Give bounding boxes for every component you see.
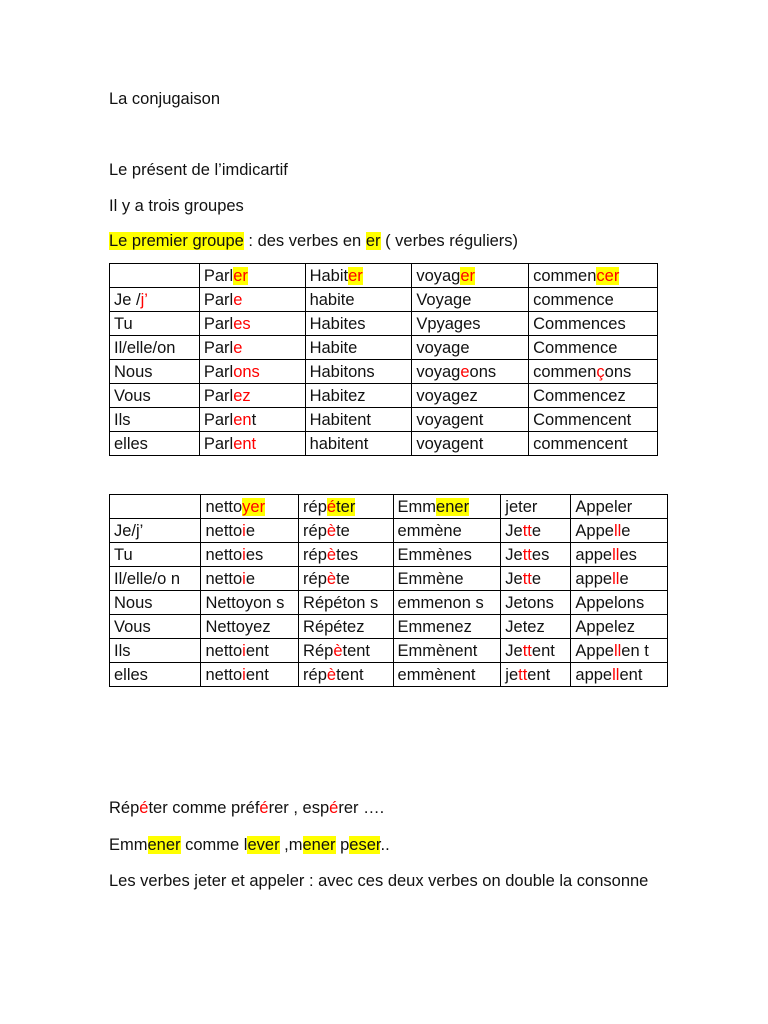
conjugation-cell: [529, 336, 658, 360]
conjugation-cell: [299, 615, 394, 639]
conjugation-cell: [199, 408, 305, 432]
conjugation-cell: [199, 288, 305, 312]
conjugation-cell: [571, 591, 668, 615]
text-segment: Appeler: [575, 498, 633, 516]
rule-jeter-appeler: Les verbes jeter et appeler : avec ces deux verbes on double la consonne: [109, 872, 649, 890]
table-row: [110, 432, 658, 456]
pronoun-cell: [110, 360, 200, 384]
conjugation-cell: [305, 432, 412, 456]
conjugation-cell: [412, 408, 529, 432]
text-segment: tt: [522, 546, 532, 564]
conjugation-cell: [412, 288, 529, 312]
text-segment: Parl: [203, 411, 234, 429]
text-segment: ez: [233, 387, 251, 405]
text-segment: netto: [205, 666, 243, 684]
table-row: [110, 567, 668, 591]
text-segment: Habitent: [309, 411, 372, 429]
conjugation-cell: [393, 663, 501, 687]
pronoun-cell: [110, 567, 201, 591]
pronoun-cell: [110, 336, 200, 360]
text-segment: Tu: [114, 315, 133, 333]
conjugation-cell: [529, 432, 658, 456]
conjugation-table-2: [109, 494, 668, 687]
text-segment: Commences: [533, 315, 626, 333]
text-segment: rép: [303, 522, 327, 540]
text-segment: Appe: [575, 522, 614, 540]
text-segment: en t: [621, 642, 649, 660]
conjugation-cell: [412, 336, 529, 360]
text-segment: rép: [303, 498, 327, 516]
conjugation-cell: [305, 408, 412, 432]
conjugation-cell: [529, 360, 658, 384]
conjugation-cell: [199, 432, 305, 456]
text-segment: Nettoyez: [205, 618, 271, 636]
text-segment: netto: [205, 570, 243, 588]
text-segment: er: [348, 267, 363, 285]
conjugation-cell: [305, 312, 412, 336]
text-segment: e: [245, 570, 256, 588]
text-segment: te: [336, 570, 350, 588]
text-segment: Vous: [114, 387, 151, 405]
text-segment: emmènent: [397, 666, 476, 684]
text-segment: è: [326, 522, 337, 540]
text-segment: ent: [531, 642, 555, 660]
text-segment: netto: [205, 498, 243, 516]
text-segment: netto: [205, 642, 243, 660]
text-segment: ons: [604, 363, 632, 381]
conjugation-cell: [299, 567, 394, 591]
conjugation-cell: [199, 360, 305, 384]
text-segment: Voyage: [416, 291, 472, 309]
conjugation-cell: [199, 312, 305, 336]
conjugation-cell: [305, 384, 412, 408]
text-segment: rép: [303, 570, 327, 588]
text-segment: é: [139, 799, 149, 817]
verb-header-cell: [393, 495, 501, 519]
text-segment: appe: [575, 666, 613, 684]
text-segment: ll: [612, 666, 620, 684]
pronoun-cell: [110, 495, 201, 519]
conjugation-cell: [201, 591, 299, 615]
conjugation-cell: [501, 567, 571, 591]
conjugation-cell: [299, 663, 394, 687]
text-segment: commence: [533, 291, 614, 309]
text-segment: voyagez: [416, 387, 478, 405]
conjugation-cell: [201, 663, 299, 687]
text-segment: é: [329, 799, 339, 817]
verb-header-cell: [571, 495, 668, 519]
text-segment: Appelons: [575, 594, 645, 612]
text-segment: Commencez: [533, 387, 626, 405]
text-segment: Répéton s: [303, 594, 379, 612]
conjugation-cell: [393, 639, 501, 663]
table-row: [110, 408, 658, 432]
text-segment: Tu: [114, 546, 133, 564]
verb-header-cell: [412, 264, 529, 288]
text-segment: i: [242, 642, 246, 660]
text-segment: ons: [233, 363, 260, 381]
text-segment: es: [619, 546, 637, 564]
conjugation-cell: [305, 288, 412, 312]
text-segment: ent: [527, 666, 551, 684]
text-segment: Vpyages: [416, 315, 481, 333]
text-segment: er: [233, 267, 248, 285]
text-segment: Rép: [303, 642, 334, 660]
text-segment: i: [242, 546, 246, 564]
conjugation-cell: [305, 336, 412, 360]
text-segment: commen: [533, 363, 597, 381]
text-segment: tt: [522, 642, 532, 660]
text-segment: Nous: [114, 594, 153, 612]
pronoun-cell: [110, 615, 201, 639]
text-segment: ent: [245, 642, 269, 660]
text-segment: rép: [303, 666, 327, 684]
text-segment: en: [233, 411, 252, 429]
text-segment: e: [531, 522, 542, 540]
verb-header-cell: [201, 495, 299, 519]
conjugation-cell: [201, 543, 299, 567]
text-segment: yer: [242, 498, 266, 516]
text-segment: Parl: [203, 339, 234, 357]
conjugation-cell: [571, 519, 668, 543]
page-title: La conjugaison: [109, 90, 221, 108]
text-segment: voyag: [416, 267, 461, 285]
premier-groupe-highlight: Le premier groupe: [109, 232, 244, 250]
text-segment: ter: [336, 498, 356, 516]
text-segment: Il/elle/o n: [114, 570, 181, 588]
text-segment: Ils: [114, 642, 131, 660]
text-segment: e: [531, 570, 542, 588]
text-segment: Je /: [114, 291, 141, 309]
text-segment: emmène: [397, 522, 462, 540]
text-segment: habite: [309, 291, 355, 309]
text-segment: netto: [205, 522, 243, 540]
text-segment: elles: [114, 435, 148, 453]
conjugation-cell: [201, 639, 299, 663]
premier-text-2: ( verbes réguliers): [380, 232, 519, 250]
pronoun-cell: [110, 288, 200, 312]
conjugation-cell: [571, 663, 668, 687]
conjugation-cell: [529, 384, 658, 408]
text-segment: Emm: [109, 836, 148, 854]
text-segment: ll: [612, 570, 620, 588]
text-segment: ener: [436, 498, 470, 516]
text-segment: appe: [575, 546, 613, 564]
text-segment: é: [326, 498, 337, 516]
pronoun-cell: [110, 312, 200, 336]
text-segment: ç: [596, 363, 605, 381]
conjugation-cell: [501, 663, 571, 687]
text-segment: e: [619, 570, 629, 588]
conjugation-cell: [501, 615, 571, 639]
text-segment: Je: [505, 522, 523, 540]
text-segment: t: [251, 411, 257, 429]
pronoun-cell: [110, 408, 200, 432]
text-segment: netto: [205, 546, 243, 564]
text-segment: e: [621, 522, 631, 540]
conjugation-cell: [299, 591, 394, 615]
text-segment: appe: [575, 570, 613, 588]
conjugation-cell: [393, 519, 501, 543]
text-segment: Ils: [114, 411, 131, 429]
text-segment: ll: [613, 522, 622, 540]
text-segment: e: [233, 291, 243, 309]
conjugation-cell: [305, 360, 412, 384]
conjugation-cell: [529, 408, 658, 432]
text-segment: Habit: [309, 267, 349, 285]
text-segment: Parl: [203, 267, 234, 285]
text-segment: Emmènent: [397, 642, 478, 660]
verb-header-cell: [305, 264, 412, 288]
conjugation-cell: [501, 519, 571, 543]
text-segment: commencent: [533, 435, 628, 453]
text-segment: Vous: [114, 618, 151, 636]
text-segment: ..: [380, 836, 390, 854]
verb-header-cell: [199, 264, 305, 288]
table-row: [110, 591, 668, 615]
conjugation-cell: [571, 543, 668, 567]
text-segment: i: [242, 666, 246, 684]
conjugation-table-1: [109, 263, 658, 456]
text-segment: Jetons: [505, 594, 554, 612]
text-segment: Je: [505, 546, 523, 564]
pronoun-cell: [110, 384, 200, 408]
text-segment: voyage: [416, 339, 470, 357]
text-segment: ener: [147, 836, 181, 854]
table-header-row: [110, 264, 658, 288]
conjugation-cell: [529, 312, 658, 336]
premier-text-1: : des verbes en: [243, 232, 366, 250]
text-segment: es: [233, 315, 251, 333]
text-segment: Habitez: [309, 387, 366, 405]
text-segment: i: [242, 570, 246, 588]
text-segment: tt: [518, 666, 528, 684]
text-segment: j’: [140, 291, 148, 309]
text-segment: ter comme préf: [148, 799, 260, 817]
text-segment: Emmènes: [397, 546, 472, 564]
table-row: [110, 384, 658, 408]
text-segment: Parl: [203, 435, 234, 453]
text-segment: tent: [336, 666, 364, 684]
text-segment: tes: [336, 546, 359, 564]
text-segment: Répétez: [303, 618, 365, 636]
conjugation-cell: [199, 336, 305, 360]
text-segment: ent: [233, 435, 257, 453]
text-segment: emmenon s: [397, 594, 484, 612]
pronoun-cell: [110, 663, 201, 687]
text-segment: ent: [619, 666, 643, 684]
table-header-row: [110, 495, 668, 519]
conjugation-cell: [201, 567, 299, 591]
groups-line: Il y a trois groupes: [109, 197, 244, 215]
table-row: [110, 639, 668, 663]
text-segment: Habites: [309, 315, 366, 333]
pronoun-cell: [110, 264, 200, 288]
text-segment: Commencent: [533, 411, 632, 429]
text-segment: ener: [302, 836, 336, 854]
table-row: [110, 360, 658, 384]
text-segment: ons: [469, 363, 497, 381]
text-segment: Parl: [203, 291, 234, 309]
conjugation-cell: [571, 639, 668, 663]
conjugation-cell: [529, 288, 658, 312]
text-segment: voyagent: [416, 435, 484, 453]
table-row: [110, 615, 668, 639]
table-row: [110, 288, 658, 312]
text-segment: è: [326, 570, 337, 588]
text-segment: jeter: [505, 498, 538, 516]
text-segment: Parl: [203, 315, 234, 333]
conjugation-cell: [199, 384, 305, 408]
text-segment: er: [460, 267, 476, 285]
conjugation-cell: [393, 615, 501, 639]
text-segment: eser: [349, 836, 381, 854]
text-segment: commen: [533, 267, 597, 285]
text-segment: e: [233, 339, 243, 357]
text-segment: es: [245, 546, 264, 564]
text-segment: Nettoyon s: [205, 594, 285, 612]
text-segment: è: [326, 666, 337, 684]
text-segment: Commence: [533, 339, 618, 357]
conjugation-cell: [299, 543, 394, 567]
conjugation-cell: [571, 615, 668, 639]
conjugation-cell: [501, 543, 571, 567]
text-segment: Appe: [575, 642, 614, 660]
text-segment: ever: [247, 836, 280, 854]
conjugation-cell: [412, 432, 529, 456]
text-segment: voyagent: [416, 411, 484, 429]
conjugation-cell: [501, 591, 571, 615]
text-segment: Jetez: [505, 618, 545, 636]
section-heading: Le présent de l’imdicartif: [109, 161, 288, 179]
text-segment: voyag: [416, 363, 461, 381]
er-highlight: er: [365, 232, 381, 250]
text-segment: i: [242, 522, 246, 540]
text-segment: rer , esp: [268, 799, 330, 817]
table-row: [110, 519, 668, 543]
text-segment: habitent: [309, 435, 369, 453]
text-segment: rép: [303, 546, 327, 564]
pronoun-cell: [110, 432, 200, 456]
text-segment: Parl: [203, 387, 234, 405]
text-segment: Je: [505, 570, 523, 588]
text-segment: tt: [522, 570, 532, 588]
conjugation-cell: [201, 615, 299, 639]
rule-emmener: [109, 834, 390, 856]
conjugation-cell: [393, 543, 501, 567]
conjugation-cell: [412, 384, 529, 408]
premier-groupe-line: [109, 230, 518, 252]
conjugation-cell: [393, 567, 501, 591]
text-segment: cer: [596, 267, 620, 285]
conjugation-cell: [201, 519, 299, 543]
text-segment: Rép: [109, 799, 140, 817]
text-segment: Emmène: [397, 570, 464, 588]
pronoun-cell: [110, 639, 201, 663]
text-segment: je: [505, 666, 519, 684]
verb-header-cell: [529, 264, 658, 288]
table1-body: [110, 264, 658, 456]
text-segment: Je: [505, 642, 523, 660]
text-segment: Appelez: [575, 618, 636, 636]
conjugation-cell: [501, 639, 571, 663]
text-segment: Emm: [397, 498, 437, 516]
verb-header-cell: [501, 495, 571, 519]
pronoun-cell: [110, 519, 201, 543]
text-segment: Habitons: [309, 363, 375, 381]
pronoun-cell: [110, 543, 201, 567]
conjugation-cell: [412, 360, 529, 384]
text-segment: ent: [245, 666, 269, 684]
text-segment: ll: [612, 546, 620, 564]
text-segment: comme l: [180, 836, 248, 854]
table2-body: [110, 495, 668, 687]
text-segment: ,m: [279, 836, 303, 854]
text-segment: Il/elle/on: [114, 339, 176, 357]
text-segment: es: [531, 546, 550, 564]
pronoun-cell: [110, 591, 201, 615]
text-segment: Parl: [203, 363, 234, 381]
conjugation-cell: [393, 591, 501, 615]
table-row: [110, 543, 668, 567]
text-segment: Je/j’: [114, 522, 144, 540]
conjugation-cell: [412, 312, 529, 336]
text-segment: p: [335, 836, 350, 854]
conjugation-cell: [299, 519, 394, 543]
text-segment: ll: [613, 642, 622, 660]
text-segment: Emmenez: [397, 618, 472, 636]
table-row: [110, 336, 658, 360]
text-segment: tent: [342, 642, 371, 660]
text-segment: te: [336, 522, 350, 540]
text-segment: è: [333, 642, 343, 660]
text-segment: é: [259, 799, 269, 817]
text-segment: rer ….: [338, 799, 385, 817]
text-segment: Nous: [114, 363, 153, 381]
conjugation-cell: [299, 639, 394, 663]
rule-repeter: [109, 797, 384, 819]
text-segment: e: [460, 363, 470, 381]
verb-header-cell: [299, 495, 394, 519]
text-segment: Habite: [309, 339, 358, 357]
text-segment: elles: [114, 666, 148, 684]
table-row: [110, 312, 658, 336]
table-row: [110, 663, 668, 687]
text-segment: e: [245, 522, 256, 540]
text-segment: tt: [522, 522, 532, 540]
text-segment: è: [326, 546, 337, 564]
conjugation-cell: [571, 567, 668, 591]
